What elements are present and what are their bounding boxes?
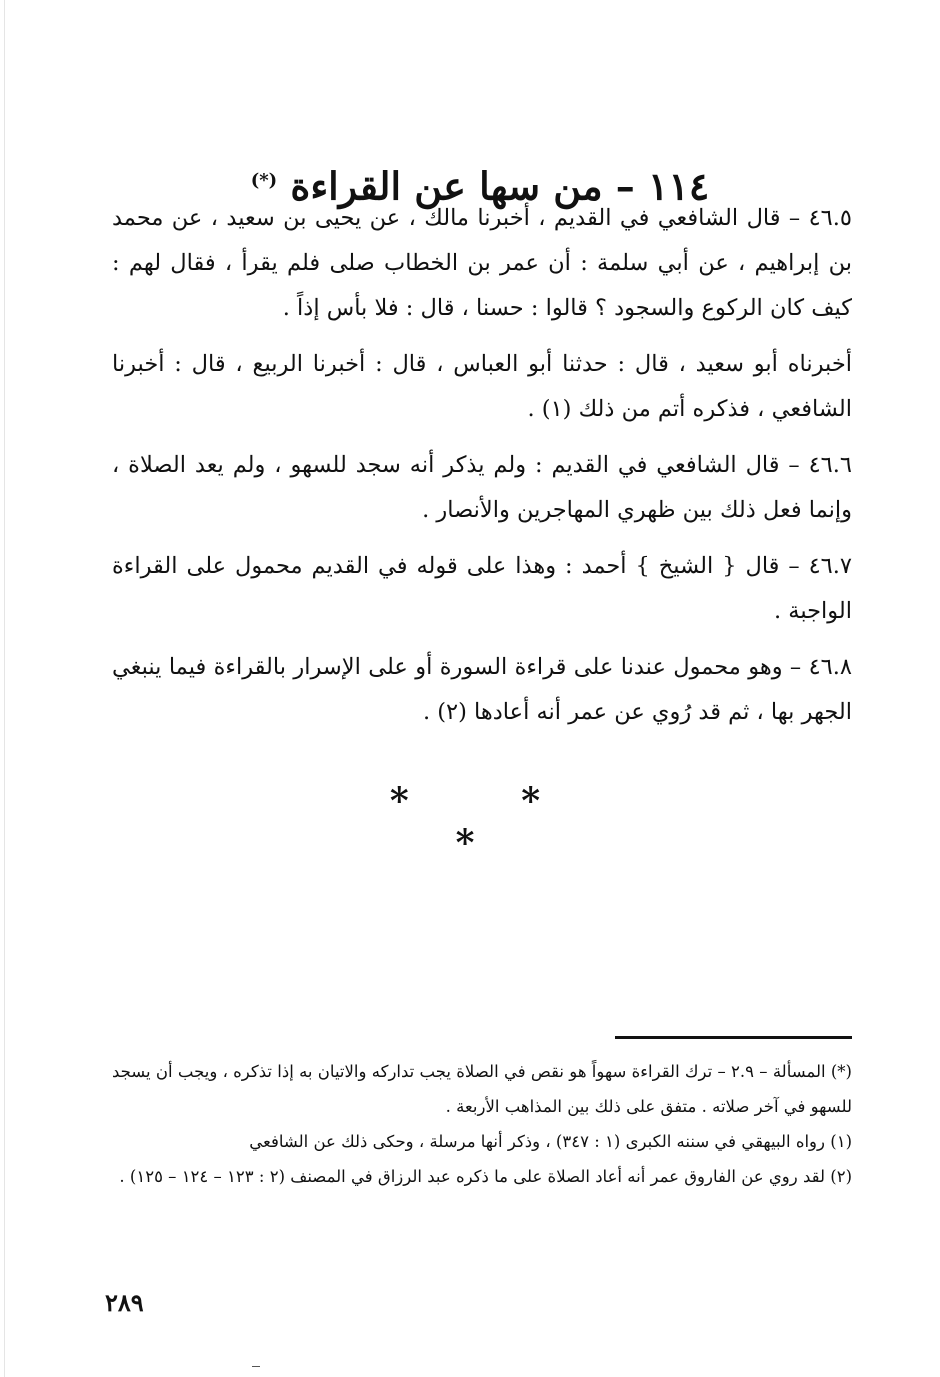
main-text bbox=[112, 196, 852, 746]
footnote-1: (١) رواه البيهقي في سننه الكبرى (١ : ٣٤٧) ، وذكر أنها مرسلة ، وحكى ذلك عن الشافعي bbox=[249, 1132, 852, 1151]
paragraph-468: ٤٦.٨ – وهو محمول عندنا على قراءة السورة أو على الإسرار بالقراءة فيما ينبغي الجهر بها ، ثم قد رُوي عن عمر أنه أعادها (٢) . bbox=[112, 654, 852, 725]
paragraph-467: ٤٦.٧ – قال { الشيخ } أحمد : وهذا على قوله في القديم محمول على القراءة الواجبة . bbox=[112, 553, 852, 624]
footnote-star: (*) المسألة – ٢.٩ – ترك القراءة سهواً هو نقص في الصلاة يجب تداركه والاتيان به إذا تذكره ، ويجب أن يسجد للسهو في آخر صلاته . متفق على ذلك بين المذاهب الأربعة . bbox=[112, 1062, 852, 1116]
footnote-divider bbox=[615, 1036, 852, 1039]
paragraph-465-chain: أخبرناه أبو سعيد ، قال : حدثنا أبو العباس ، قال : أخبرنا الربيع ، قال : أخبرنا الشافعي ، فذكره أتم من ذلك (١) . bbox=[112, 351, 852, 422]
scan-edge-line bbox=[4, 0, 5, 1377]
scan-mark bbox=[252, 1366, 260, 1367]
footnotes bbox=[112, 1054, 852, 1194]
page-number: ٢٨٩ bbox=[105, 1288, 144, 1317]
title-footnote-marker: (*) bbox=[250, 170, 278, 192]
footnote-2: (٢) لقد روي عن الفاروق عمر أنه أعاد الصلاة على ما ذكره عبد الرزاق في المصنف (٢ : ١٢٣ – ١٢٤ – ١٢٥) . bbox=[119, 1167, 852, 1186]
paragraph-465: ٤٦.٥ – قال الشافعي في القديم ، أخبرنا مالك ، عن يحيى بن سعيد ، عن محمد بن إبراهيم ، عن أبي سلمة : أن عمر بن الخطاب صلى فلم يقرأ ، فقال لهم : كيف كان الركوع والسجود ؟ قالوا : حسنا ، قال : فلا بأس إذاً . bbox=[112, 205, 852, 321]
section-separator: * * * bbox=[389, 780, 591, 864]
chapter-title-text: ١١٤ – من سها عن القراءة bbox=[290, 164, 710, 210]
paragraph-466: ٤٦.٦ – قال الشافعي في القديم : ولم يذكر أنه سجد للسهو ، ولم يعد الصلاة ، وإنما فعل ذلك بين ظهري المهاجرين والأنصار . bbox=[112, 452, 852, 523]
